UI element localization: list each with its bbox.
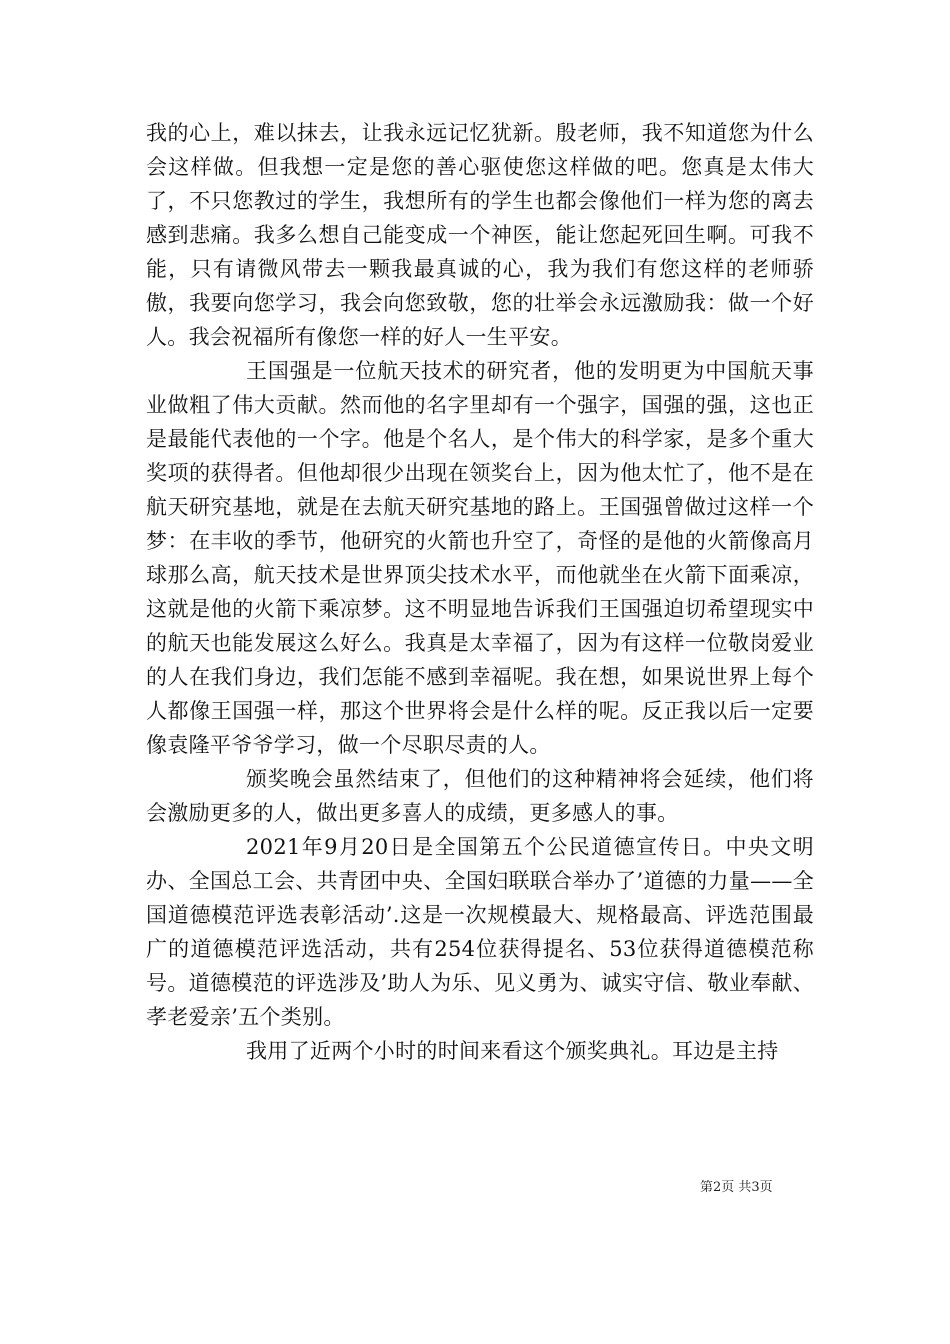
paragraph-4: 2021年9月20日是全国第五个公民道德宣传日。中央文明办、全国总工会、共青团中央、全国妇联联合举办了’道德的力量——全国道德模范评选表彰活动’.这是一次规模最大、规格最高、评选范围最广的道德模范评选活动，共有254位获得提名、53位获得道德模范称号。道德模范的评选涉及’助人为乐、见义勇为、诚实守信、敬业奉献、孝老爱亲’五个类别。 bbox=[146, 835, 814, 1029]
paragraph-3: 颁奖晚会虽然结束了，但他们的这种精神将会延续，他们将会激励更多的人，做出更多喜人的成绩，更多感人的事。 bbox=[146, 767, 814, 825]
paragraph-2: 王国强是一位航天技术的研究者，他的发明更为中国航天事业做粗了伟大贡献。然而他的名字里却有一个强字，国强的强，这也正是最能代表他的一个字。他是个名人，是个伟大的科学家，是多个重大奖项的获得者。但他却很少出现在领奖台上，因为他太忙了，他不是在航天研究基地，就是在去航天研究基地的路上。王国强曾做过这样一个梦：在丰收的季节，他研究的火箭也升空了，奇怪的是他的火箭像高月球那么高，航天技术是世界顶尖技术水平，而他就坐在火箭下面乘凉，这就是他的火箭下乘凉梦。这不明显地告诉我们王国强迫切希望现实中的航天也能发展这么好么。我真是太幸福了，因为有这样一位敬岗爱业的人在我们身边，我们怎能不感到幸福呢。我在想，如果说世界上每个人都像王国强一样，那这个世界将会是什么样的呢。反正我以后一定要像袁隆平爷爷学习，做一个尽职尽责的人。 bbox=[146, 359, 814, 757]
paragraph-1: 我的心上，难以抹去，让我永远记忆犹新。殷老师，我不知道您为什么会这样做。但我想一定是您的善心驱使您这样做的吧。您真是太伟大了，不只您教过的学生，我想所有的学生也都会像他们一样为您的离去感到悲痛。我多么想自己能变成一个神医，能让您起死回生啊。可我不能，只有请微风带去一颗我最真诚的心，我为我们有您这样的老师骄傲，我要向您学习，我会向您致敬，您的壮举会永远激励我：做一个好人。我会祝福所有像您一样的好人一生平安。 bbox=[146, 121, 814, 349]
paragraph-5: 我用了近两个小时的时间来看这个颁奖典礼。耳边是主持 bbox=[246, 1039, 779, 1063]
body-text bbox=[146, 116, 814, 1068]
page-number-footer: 第2页 共3页 bbox=[700, 1180, 773, 1195]
